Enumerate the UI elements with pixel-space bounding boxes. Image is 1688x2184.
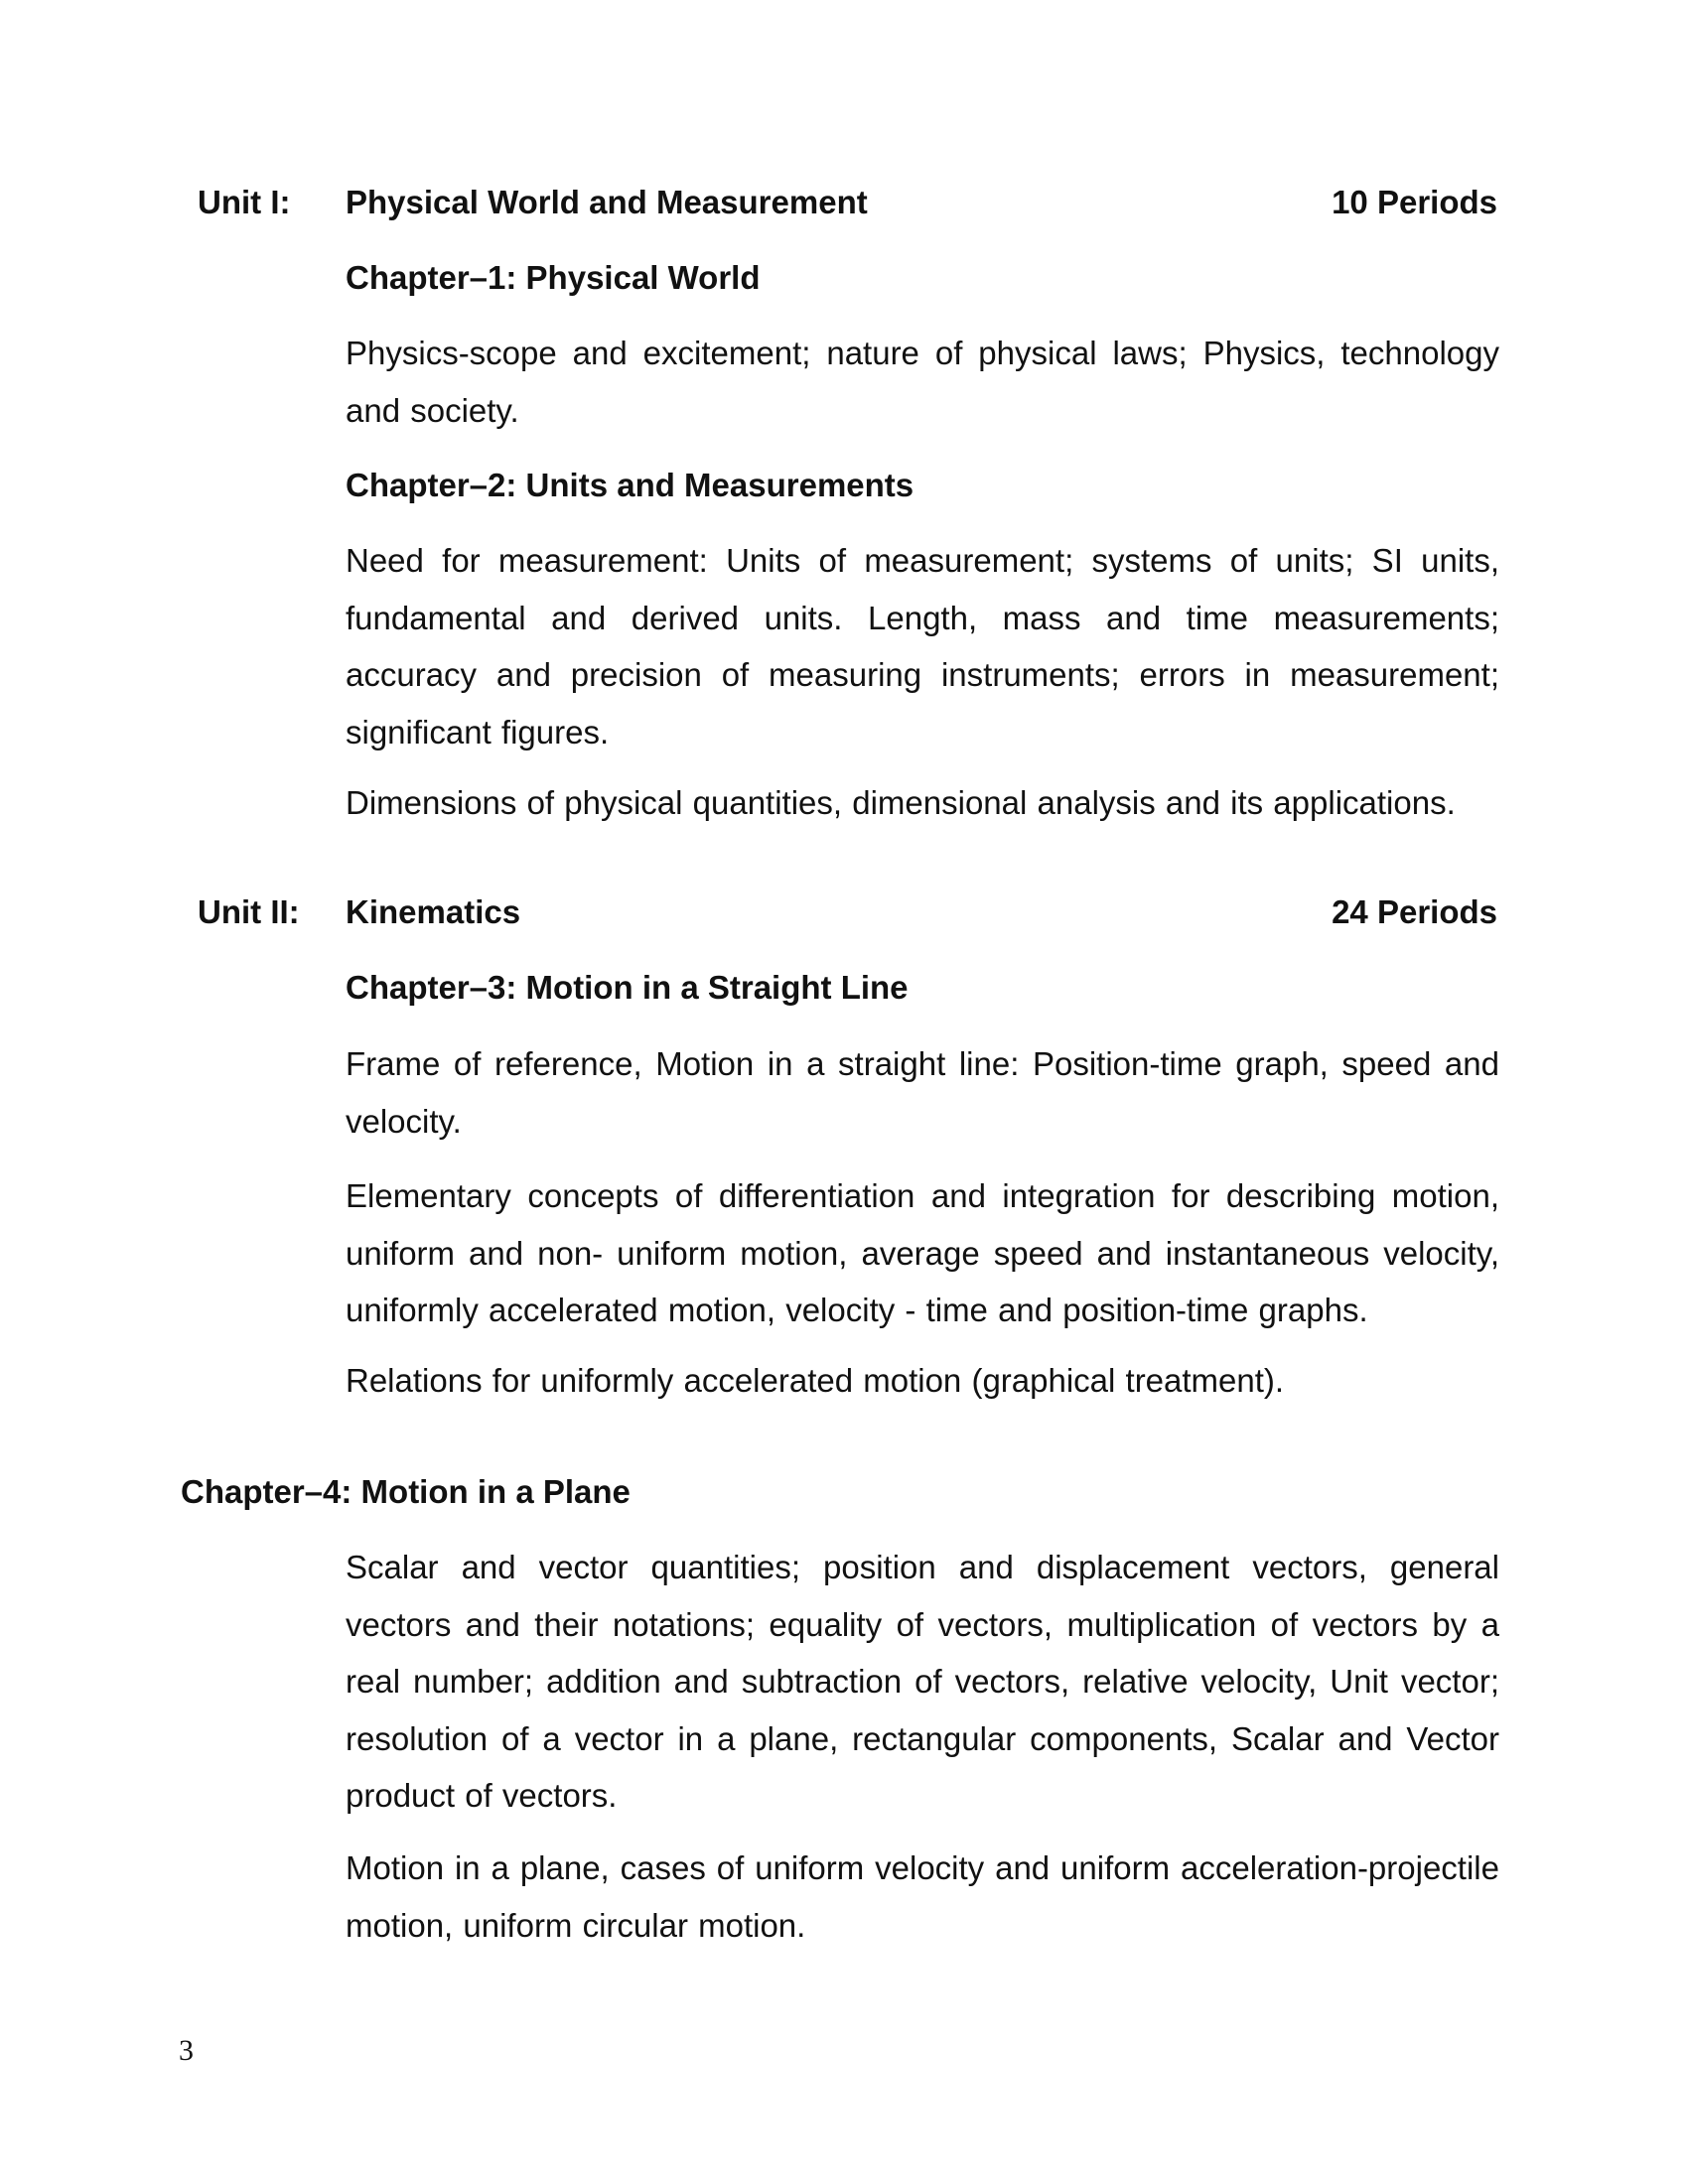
unit-2-periods: 24 Periods: [1332, 893, 1497, 930]
chapter-3-paragraph-2: Elementary concepts of differentiation and integration for describing motion, uniform and non- uniform motion, average speed and instantaneous velocity, uniformly accelerated motion, velocity - time and position-time graphs.: [346, 1177, 1499, 1328]
chapter-2-heading: Chapter–2: Units and Measurements: [346, 467, 914, 503]
chapter-4-paragraph-2: Motion in a plane, cases of uniform velocity and uniform acceleration-projectile motion, uniform circular motion.: [346, 1849, 1499, 1944]
unit-2-label: Unit II:: [198, 893, 300, 930]
unit-1-periods: 10 Periods: [1332, 184, 1497, 220]
unit-2-title: Kinematics: [346, 893, 521, 930]
unit-1-label: Unit I:: [198, 184, 291, 220]
chapter-4-paragraph-1: Scalar and vector quantities; position and displacement vectors, general vectors and their notations; equality of vectors, multiplication of vectors by a real number; addition and subtraction of vectors, relative velocity, Unit vector; resolution of a vector in a plane, rectangular components, Scalar and Vector product of vectors.: [346, 1549, 1499, 1814]
chapter-3-paragraph-3: Relations for uniformly accelerated motion (graphical treatment).: [346, 1362, 1285, 1399]
chapter-4-heading: Chapter–4: Motion in a Plane: [181, 1473, 631, 1510]
chapter-3-paragraph-1: Frame of reference, Motion in a straight line: Position-time graph, speed and velocity.: [346, 1045, 1499, 1140]
chapter-1-heading: Chapter–1: Physical World: [346, 259, 761, 296]
unit-1-title: Physical World and Measurement: [346, 184, 868, 220]
chapter-2-paragraph-2: Dimensions of physical quantities, dimensional analysis and its applications.: [346, 784, 1456, 821]
page-number: 3: [179, 2034, 194, 2067]
chapter-2-paragraph-1: Need for measurement: Units of measurement; systems of units; SI units, fundamental and derived units. Length, mass and time measurements; accuracy and precision of measuring instruments; errors in measurement; significant figures.: [346, 542, 1499, 751]
chapter-1-paragraph-1: Physics-scope and excitement; nature of physical laws; Physics, technology and society.: [346, 335, 1499, 429]
chapter-3-heading: Chapter–3: Motion in a Straight Line: [346, 969, 909, 1006]
